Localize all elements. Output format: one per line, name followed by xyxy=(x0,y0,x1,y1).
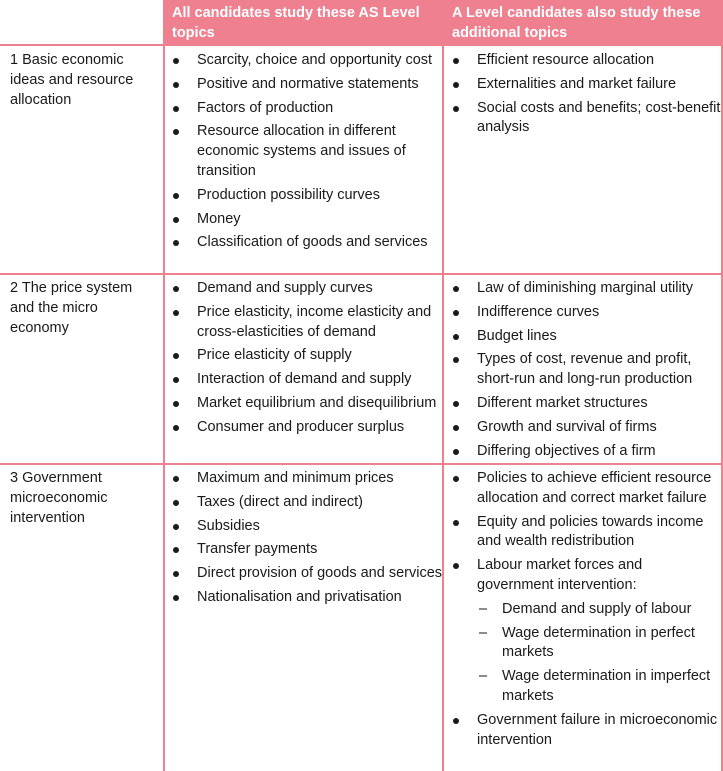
bullet-icon xyxy=(453,425,459,431)
list-item: Efficient resource allocation xyxy=(444,51,721,71)
as-topics-row-1 xyxy=(164,51,442,257)
bullet-icon xyxy=(173,193,179,199)
bullet-icon xyxy=(453,520,459,526)
bullet-icon xyxy=(173,425,179,431)
list-item: Law of diminishing marginal utility xyxy=(444,279,721,299)
list-item: Market equilibrium and disequilibrium xyxy=(164,394,442,414)
bullet-icon xyxy=(173,547,179,553)
list-item: Price elasticity of supply xyxy=(164,346,442,366)
as-topics-row-2 xyxy=(164,279,442,442)
a-topics-row-3 xyxy=(444,469,721,754)
list-item: Government failure in microeconomic intervention xyxy=(444,711,721,751)
bullet-icon xyxy=(453,563,459,569)
bullet-icon xyxy=(453,310,459,316)
row-divider xyxy=(0,273,723,275)
bullet-icon xyxy=(173,401,179,407)
list-item: Indifference curves xyxy=(444,303,721,323)
row-label-price-system: 2 The price system and the micro economy xyxy=(10,280,133,336)
as-topics-row-3 xyxy=(164,469,442,612)
list-item: Resource allocation in different economic systems and issues of transition xyxy=(164,122,442,181)
list-item: Nationalisation and privatisation xyxy=(164,588,442,608)
list-item: Transfer payments xyxy=(164,540,442,560)
list-item: Growth and survival of firms xyxy=(444,418,721,438)
bullet-icon xyxy=(173,476,179,482)
bullet-icon xyxy=(173,524,179,530)
list-item: Direct provision of goods and services xyxy=(164,564,442,584)
bullet-icon xyxy=(453,401,459,407)
bullet-icon xyxy=(173,286,179,292)
bullet-icon xyxy=(453,718,459,724)
list-item: Interaction of demand and supply xyxy=(164,370,442,390)
sub-list-item: – Wage determination in imperfect markets xyxy=(479,668,711,704)
row-divider xyxy=(0,44,723,46)
bullet-icon xyxy=(173,353,179,359)
list-item: Differing objectives of a firm xyxy=(444,442,721,462)
list-item: Equity and policies towards income and wealth redistribution xyxy=(444,513,721,553)
list-item: Different market structures xyxy=(444,394,721,414)
list-item: Types of cost, revenue and profit, short-run and long-run production xyxy=(444,350,721,390)
bullet-icon xyxy=(173,240,179,246)
bullet-icon xyxy=(453,449,459,455)
dash-icon: – xyxy=(479,600,488,617)
list-item: Social costs and benefits; cost-benefit analysis xyxy=(444,99,721,139)
bullet-icon xyxy=(173,310,179,316)
row-label-basic-economic-ideas: 1 Basic economic ideas and resource allocation xyxy=(10,52,134,108)
list-item: Money xyxy=(164,210,442,230)
list-item: Taxes (direct and indirect) xyxy=(164,493,442,513)
a-topics-row-2 xyxy=(444,279,721,465)
list-item: Positive and normative statements xyxy=(164,75,442,95)
bullet-icon xyxy=(173,217,179,223)
header-a-level: A Level candidates also study these additional topics xyxy=(444,0,723,44)
list-item: Factors of production xyxy=(164,99,442,119)
row-label-government-intervention: 3 Government microeconomic intervention xyxy=(10,470,108,526)
list-item: Externalities and market failure xyxy=(444,75,721,95)
bullet-icon xyxy=(173,106,179,112)
bullet-icon xyxy=(453,357,459,363)
list-item: Budget lines xyxy=(444,327,721,347)
list-item: Classification of goods and services xyxy=(164,233,442,253)
dash-icon: – xyxy=(479,668,488,685)
bullet-icon xyxy=(173,82,179,88)
list-item: Price elasticity, income elasticity and cross-elasticities of demand xyxy=(164,303,442,343)
list-item: Policies to achieve efficient resource allocation and correct market failure xyxy=(444,469,721,509)
list-item: Maximum and minimum prices xyxy=(164,469,442,489)
header-as-level: All candidates study these AS Level topics xyxy=(164,0,443,44)
bullet-icon xyxy=(173,571,179,577)
list-item: Subsidies xyxy=(164,517,442,537)
list-item: Consumer and producer surplus xyxy=(164,418,442,438)
bullet-icon xyxy=(453,334,459,340)
list-item: Labour market forces and government intervention: – Demand and supply of labour – Wage determination in perfect markets – Wage determination in imperfect markets xyxy=(444,556,721,707)
bullet-icon xyxy=(173,500,179,506)
list-item: Production possibility curves xyxy=(164,186,442,206)
bullet-icon xyxy=(453,286,459,292)
a-topics-row-1 xyxy=(444,51,721,142)
bullet-icon xyxy=(173,129,179,135)
bullet-icon xyxy=(173,595,179,601)
bullet-icon xyxy=(453,106,459,112)
dash-icon: – xyxy=(479,624,488,641)
bullet-icon xyxy=(453,82,459,88)
sub-list-item: – Demand and supply of labour xyxy=(477,600,721,620)
list-item: Demand and supply curves xyxy=(164,279,442,299)
bullet-icon xyxy=(453,476,459,482)
sub-list-item: – Wage determination in perfect markets xyxy=(479,624,695,661)
list-item: Scarcity, choice and opportunity cost xyxy=(164,51,442,71)
bullet-icon xyxy=(173,377,179,383)
bullet-icon xyxy=(173,58,179,64)
bullet-icon xyxy=(453,58,459,64)
